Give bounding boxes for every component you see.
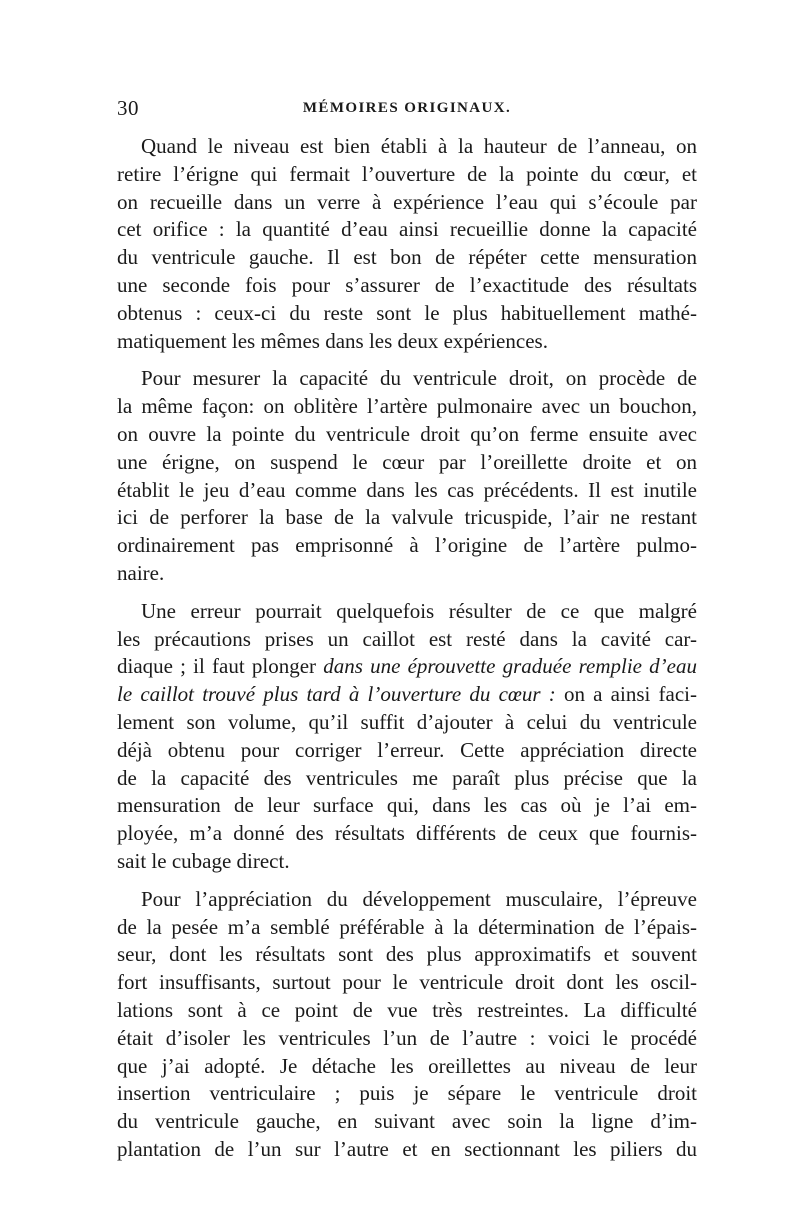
body-text (117, 133, 697, 1174)
text-line: Pour l’appréciation du développement musculaire, l’épreuve (141, 886, 697, 911)
text-line-mixed (117, 681, 697, 709)
text-line: une seconde fois pour s’assurer de l’exactitude des résultats (117, 272, 697, 297)
text-line: obtenus : ceux-ci du reste sont le plus habituellement mathé- (117, 300, 697, 325)
text-line: retire l’érigne qui fermait l’ouverture de la pointe du cœur, et (117, 161, 697, 186)
text-run: on a ainsi faci- (563, 682, 697, 707)
text-line: ici de perforer la base de la valvule tricuspide, l’air ne restant (117, 505, 697, 530)
running-head (117, 96, 697, 126)
paragraph-3 (117, 598, 697, 876)
text-line: Quand le niveau est bien établi à la hauteur de l’anneau, on (141, 134, 697, 158)
text-line: que j’ai adopté. Je détache les oreillettes au niveau de leur (117, 1053, 697, 1078)
text-line: seur, dont les résultats sont des plus approximatifs et souvent (117, 942, 697, 967)
text-line: ordinairement pas emprisonné à l’origine de l’artère pulmo- (117, 533, 697, 558)
text-line: Pour mesurer la capacité du ventricule droit, on procède de (141, 366, 697, 391)
paragraph-2 (117, 365, 697, 587)
text-line: mensuration de leur surface qui, dans les cas où je l’ai em- (117, 793, 697, 818)
text-line: était d’isoler les ventricules l’un de l’autre : voici le procédé (117, 1025, 697, 1050)
text-line: fort insuffisants, surtout pour le ventricule droit dont les oscil- (117, 970, 697, 995)
text-line: Une erreur pourrait quelquefois résulter de ce que malgré (141, 598, 697, 623)
text-line: établit le jeu d’eau comme dans les cas précédents. Il est inutile (117, 477, 697, 502)
text-line: les précautions prises un caillot est resté dans la cavité car- (117, 626, 697, 651)
text-line: du ventricule gauche, en suivant avec soin la ligne d’im- (117, 1109, 697, 1134)
text-line: sait le cubage direct. (117, 848, 290, 873)
text-line: on ouvre la pointe du ventricule droit qu’on ferme ensuite avec (117, 421, 697, 446)
text-line: lement son volume, qu’il suffit d’ajouter à celui du ventricule (117, 709, 697, 734)
text-line: une érigne, on suspend le cœur par l’oreillette droite et on (117, 449, 697, 474)
italic-phrase: le caillot trouvé plus tard à l’ouverture du cœur : (117, 682, 556, 707)
text-line: ployée, m’a donné des résultats différents de ceux que fournis- (117, 821, 697, 846)
text-line: matiquement les mêmes dans les deux expériences. (117, 328, 548, 353)
text-line: de la pesée m’a semblé préférable à la détermination de l’épais- (117, 914, 697, 939)
text-line: on recueille dans un verre à expérience l’eau qui s’écoule par (117, 189, 697, 214)
text-line: de la capacité des ventricules me paraît plus précise que la (117, 765, 697, 790)
text-line: la même façon: on oblitère l’artère pulmonaire avec un bouchon, (117, 394, 697, 419)
text-line: insertion ventriculaire ; puis je sépare le ventricule droit (117, 1081, 697, 1106)
text-line: naire. (117, 560, 165, 585)
text-line: cet orifice : la quantité d’eau ainsi recueillie donne la capacité (117, 217, 697, 242)
paragraph-1 (117, 133, 697, 355)
paragraph-4 (117, 886, 697, 1164)
text-line: plantation de l’un sur l’autre et en sectionnant les piliers du (117, 1136, 697, 1161)
header-title: MÉMOIRES ORIGINAUX. (302, 100, 512, 116)
text-line: du ventricule gauche. Il est bon de répéter cette mensuration (117, 245, 697, 270)
text-line: lations sont à ce point de vue très restreintes. La difficulté (117, 997, 697, 1022)
text-line-mixed (117, 653, 697, 681)
text-run: diaque ; il faut plonger (117, 654, 317, 679)
page-number: 30 (117, 96, 139, 120)
italic-phrase: dans une éprouvette graduée remplie d’eau (323, 654, 697, 679)
text-line: déjà obtenu pour corriger l’erreur. Cette appréciation directe (117, 737, 697, 762)
